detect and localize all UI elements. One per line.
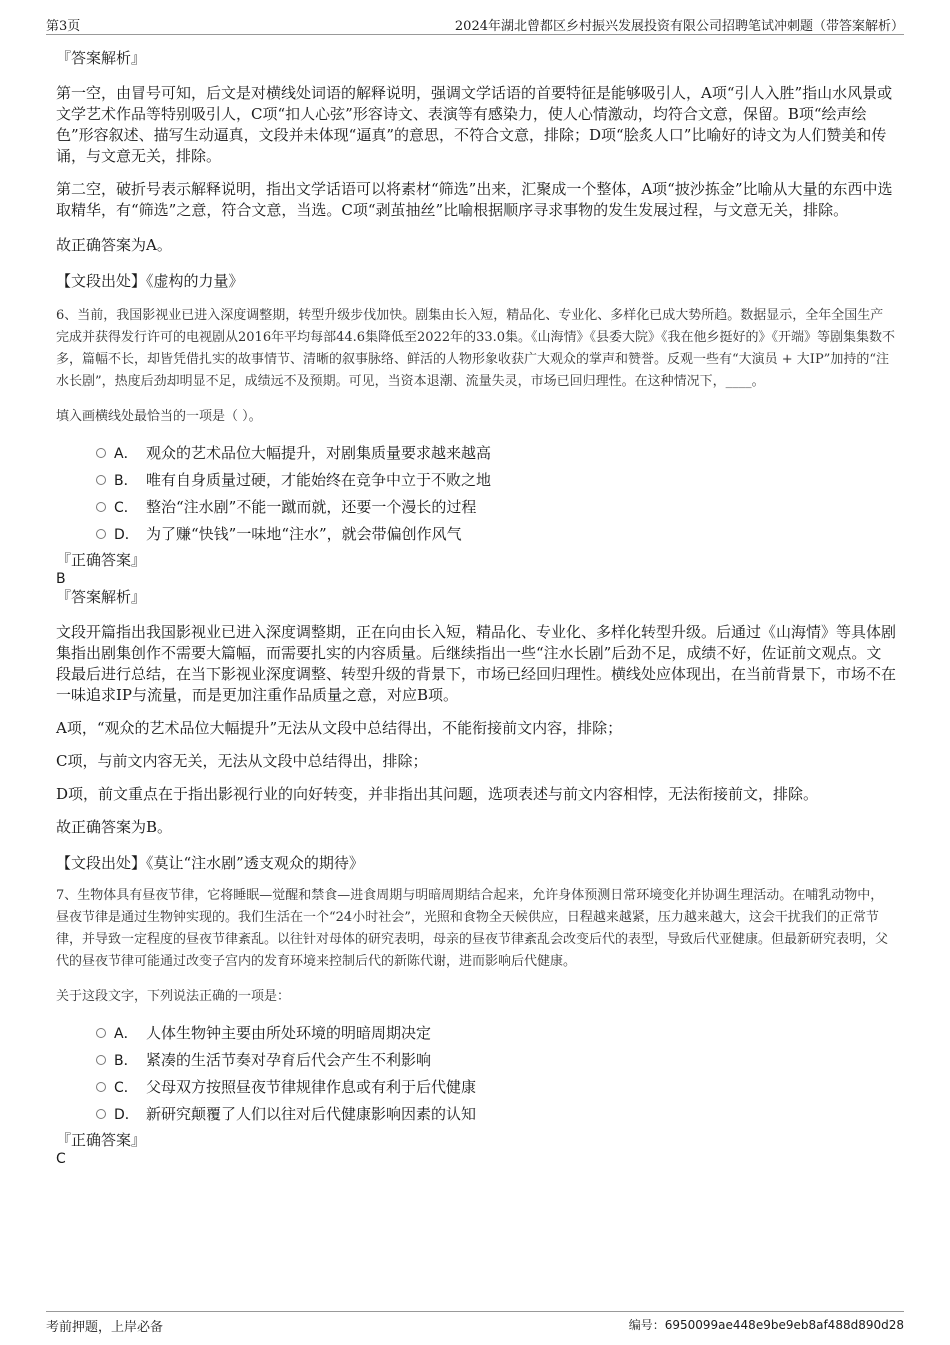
answer-value: B: [56, 571, 66, 587]
option-b[interactable]: [56, 467, 896, 494]
option-letter: A．: [114, 1026, 138, 1042]
option-letter: B．: [114, 473, 138, 489]
question-stem: 7、生物体具有昼夜节律，它将睡眠—觉醒和禁食—进食周期与明暗周期结合起来，允许身体预测日常环境变化并协调生理活动。在哺乳动物中，昼夜节律是通过生物钟实现的。我们生活在一个“24小时社会”，光照和食物全天候供应，日程越来越紧，压力越来越大，这会干扰我们的正常节律，并导致一定程度的昼夜节律紊乱。以往针对母体的研究表明，母亲的昼夜节律紊乱会改变后代的表型，导致后代亚健康。但最新研究表明，父代的昼夜节律可能通过改变子宫内的发育环境来控制后代的新陈代谢，进而影响后代健康。: [56, 888, 889, 969]
source: 【文段出处】《莫让“注水剧”透支观众的期待》: [56, 854, 364, 872]
option-text: 紧凑的生活节奏对孕育后代会产生不利影响: [146, 1051, 432, 1069]
options-q7: [56, 1020, 896, 1128]
analysis-paragraph: 文段开篇指出我国影视业已进入深度调整期，正在向由长入短，精品化、专业化、多样化转型升级。后通过《山海情》等具体剧集指出剧集创作不需要大篇幅，而需要扎实的内容质量。后继续指出一些“注水长剧”后劲不足，成绩不好，佐证前文观点。文段最后进行总结，在当下影视业深度调整、转型升级的背景下，市场已经回归理性。横线处应体现出，在当前背景下，市场不在一味追求IP与流量，而是更加注重作品质量之意，对应B项。: [56, 623, 897, 704]
conclusion: 故正确答案为A。: [56, 236, 172, 254]
option-text: 观众的艺术品位大幅提升，对剧集质量要求越来越高: [146, 444, 492, 462]
analysis-label: 『答案解析』: [56, 588, 147, 606]
radio-icon[interactable]: [96, 475, 106, 485]
analysis-paragraph: A项，“观众的艺术品位大幅提升”无法从文段中总结得出，不能衔接前文内容，排除；: [56, 719, 623, 737]
question-stem: 6、当前，我国影视业已进入深度调整期，转型升级步伐加快。剧集由长入短，精品化、专业化、多样化已成大势所趋。数据显示，全年全国生产完成并获得发行许可的电视剧从2016年平均每部44.6集降低至2022年的33.0集。《山海情》《县委大院》《我在他乡挺好的》《开端》等剧集集数不多，篇幅不长，却皆凭借扎实的故事情节、清晰的叙事脉络、鲜活的人物形象收获广大观众的掌声和赞誉。反观一些有“大演员 + 大IP”加持的“注水长剧”，热度后劲却明显不足，成绩远不及预期。可见，当资本退潮、流量失灵，市场已回归理性。在这种情况下，____。: [56, 308, 896, 389]
footer-serial: 编号：6950099ae448e9be9eb8af488d890d28: [628, 1318, 904, 1332]
option-letter: B．: [114, 1053, 138, 1069]
radio-icon[interactable]: [96, 502, 106, 512]
radio-icon[interactable]: [96, 1055, 106, 1065]
option-letter: C．: [114, 500, 138, 516]
radio-icon[interactable]: [96, 529, 106, 539]
analysis-label: 『答案解析』: [56, 49, 147, 67]
answer-value: C: [56, 1151, 66, 1167]
radio-icon[interactable]: [96, 1109, 106, 1119]
source: 【文段出处】《虚构的力量》: [56, 272, 244, 290]
option-d[interactable]: [56, 1101, 896, 1128]
question-prompt: 关于这段文字，下列说法正确的一项是：: [56, 989, 291, 1004]
option-letter: D．: [114, 1107, 139, 1123]
radio-icon[interactable]: [96, 448, 106, 458]
page-header: [46, 12, 904, 35]
option-d[interactable]: [56, 521, 896, 548]
option-text: 为了赚“快钱”一味地“注水”，就会带偏创作风气: [146, 525, 462, 543]
option-a[interactable]: [56, 1020, 896, 1047]
question-prompt: 填入画横线处最恰当的一项是（ ）。: [56, 409, 262, 424]
page-number: 第3页: [46, 19, 81, 34]
page-footer: [46, 1311, 904, 1336]
option-text: 整治“注水剧”不能一蹴而就，还要一个漫长的过程: [146, 498, 477, 516]
radio-icon[interactable]: [96, 1082, 106, 1092]
option-text: 人体生物钟主要由所处环境的明暗周期决定: [146, 1024, 432, 1042]
analysis-paragraph: C项，与前文内容无关，无法从文段中总结得出，排除；: [56, 752, 428, 770]
option-a[interactable]: [56, 440, 896, 467]
analysis-paragraph: 第二空，破折号表示解释说明，指出文学话语可以将素材“筛选”出来，汇聚成一个整体，A项“披沙拣金”比喻从大量的东西中选取精华，有“筛选”之意，符合文意，当选。C项“剥茧抽丝”比喻根据顺序寻求事物的发生发展过程，与文意无关，排除。: [56, 180, 893, 219]
option-c[interactable]: [56, 494, 896, 521]
analysis-paragraph: D项，前文重点在于指出影视行业的向好转变，并非指出其问题，选项表述与前文内容相悖，无法衔接前文，排除。: [56, 785, 819, 803]
option-text: 父母双方按照昼夜节律规律作息或有利于后代健康: [146, 1078, 477, 1096]
option-letter: D．: [114, 527, 139, 543]
option-b[interactable]: [56, 1047, 896, 1074]
answer-label: 『正确答案』: [56, 1131, 147, 1149]
option-letter: A．: [114, 446, 138, 462]
options-q6: [56, 440, 896, 548]
option-text: 唯有自身质量过硬，才能始终在竞争中立于不败之地: [146, 471, 492, 489]
analysis-paragraph: 第一空，由冒号可知，后文是对横线处词语的解释说明，强调文学话语的首要特征是能够吸引人，A项“引人入胜”指山水风景或文学艺术作品等特别吸引人，C项“扣人心弦”形容诗文、表演等有感染力，使人心情激动，均符合文意，保留。B项“绘声绘色”形容叙述、描写生动逼真，文段并未体现“逼真”的意思，不符合文意，排除；D项“脍炙人口”比喻好的诗文为人们赞美和传诵，与文意无关，排除。: [56, 84, 893, 165]
document-title: 2024年湖北曾都区乡村振兴发展投资有限公司招聘笔试冲刺题（带答案解析）: [454, 19, 904, 34]
content: [56, 44, 896, 1167]
radio-icon[interactable]: [96, 1028, 106, 1038]
option-text: 新研究颠覆了人们以往对后代健康影响因素的认知: [146, 1105, 477, 1123]
conclusion: 故正确答案为B。: [56, 818, 173, 836]
option-c[interactable]: [56, 1074, 896, 1101]
option-letter: C．: [114, 1080, 138, 1096]
answer-label: 『正确答案』: [56, 551, 147, 569]
footer-slogan: 考前押题，上岸必备: [46, 1320, 164, 1335]
